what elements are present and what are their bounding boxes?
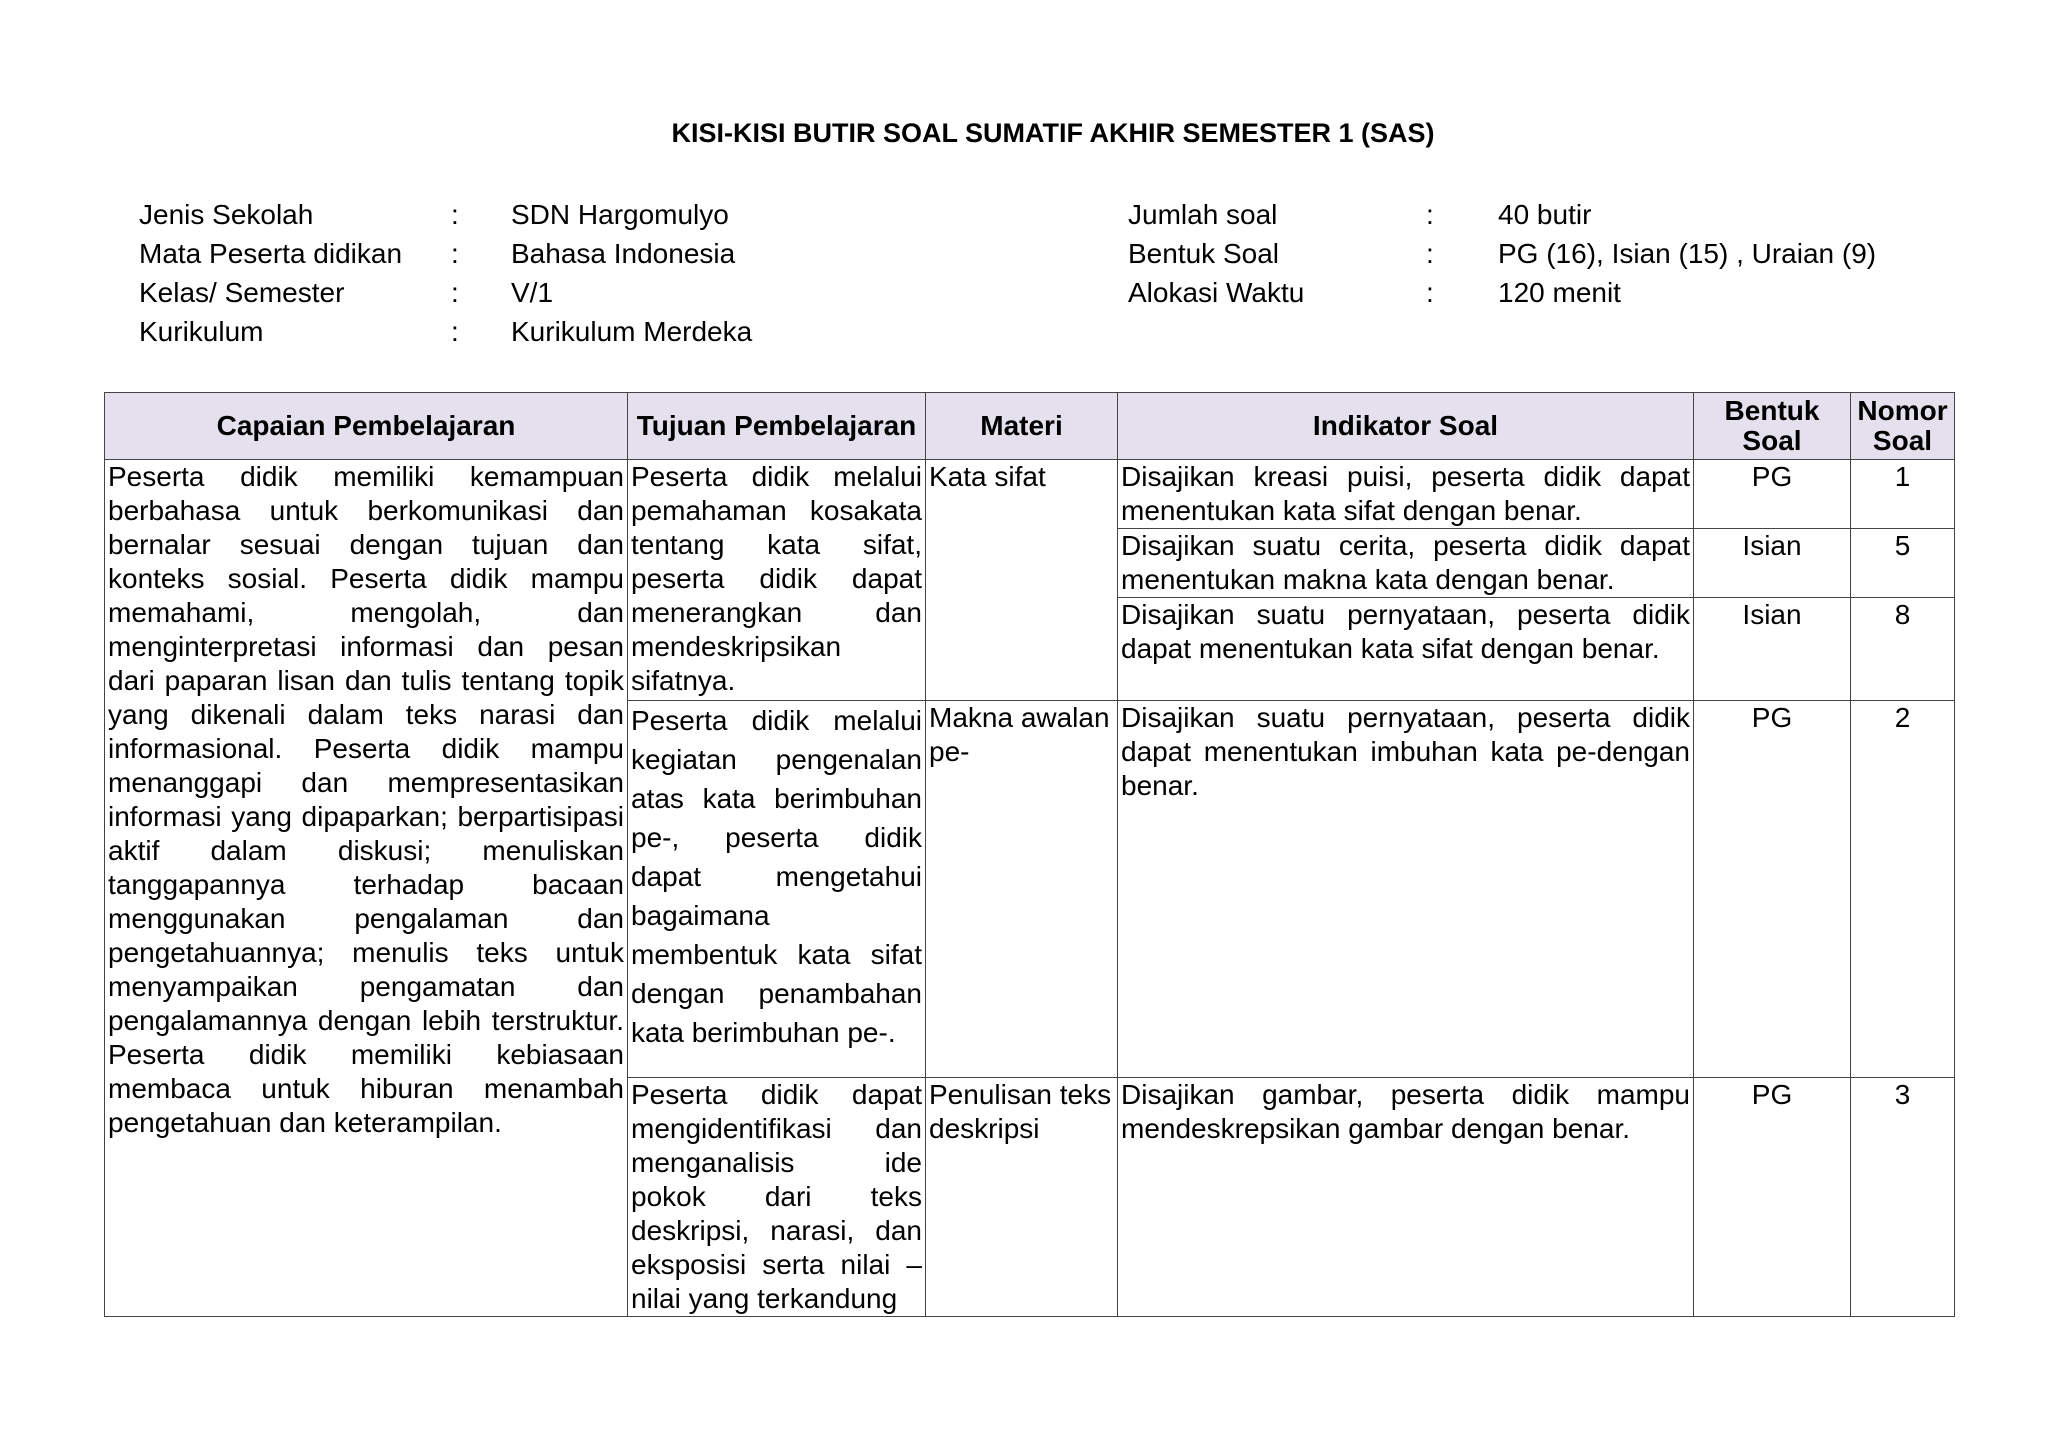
info-value: Kurikulum Merdeka xyxy=(511,316,753,347)
info-value: PG (16), Isian (15) , Uraian (9) xyxy=(1498,238,1877,269)
info-separator: : xyxy=(1426,238,1434,269)
tujuan-pembelajaran-cell: Peserta didik melalui kegiatan pengenalan atas kata berimbuhan pe-, peserta didik dapat mengetahui bagaimana membentuk kata sifat dengan penambahan kata berimbuhan pe-. xyxy=(628,701,926,1078)
header-nomor-soal: Nomor Soal xyxy=(1851,393,1955,460)
info-value: 120 menit xyxy=(1498,277,1621,308)
info-separator: : xyxy=(451,199,459,230)
kisi-kisi-table xyxy=(104,392,1955,1317)
document-title: KISI-KISI BUTIR SOAL SUMATIF AKHIR SEMESTER 1 (SAS) xyxy=(671,118,1435,148)
identity-info-right xyxy=(1128,195,1876,312)
materi-cell: Makna awalan pe- xyxy=(926,701,1118,1078)
info-separator: : xyxy=(1426,277,1434,308)
info-row-bentuk-soal xyxy=(1128,234,1876,273)
info-label: Alokasi Waktu xyxy=(1128,277,1305,308)
indikator-soal-cell: Disajikan suatu pernyataan, peserta didik dapat menentukan kata sifat dengan benar. xyxy=(1118,598,1694,701)
identity-info-left xyxy=(139,195,752,351)
table-header-row xyxy=(105,393,1955,460)
bentuk-soal-cell: PG xyxy=(1694,1078,1851,1317)
header-capaian-pembelajaran: Capaian Pembelajaran xyxy=(105,393,628,460)
info-value: 40 butir xyxy=(1498,199,1592,230)
nomor-soal-cell: 8 xyxy=(1851,598,1955,701)
header-tujuan-pembelajaran: Tujuan Pembelajaran xyxy=(628,393,926,460)
header-bentuk-soal: Bentuk Soal xyxy=(1694,393,1851,460)
bentuk-soal-cell: Isian xyxy=(1694,529,1851,598)
info-separator: : xyxy=(451,316,459,347)
info-label: Mata Peserta didikan xyxy=(139,238,403,269)
info-value: Bahasa Indonesia xyxy=(511,238,736,269)
info-label: Bentuk Soal xyxy=(1128,238,1279,269)
materi-cell: Kata sifat xyxy=(926,460,1118,701)
indikator-soal-cell: Disajikan suatu pernyataan, peserta didik dapat menentukan imbuhan kata pe-dengan benar. xyxy=(1118,701,1694,1078)
info-row-mata-pelajaran xyxy=(139,234,752,273)
info-row-kelas-semester xyxy=(139,273,752,312)
bentuk-soal-cell: PG xyxy=(1694,701,1851,1078)
nomor-soal-cell: 5 xyxy=(1851,529,1955,598)
tujuan-pembelajaran-cell: Peserta didik dapat mengidentifikasi dan menganalisis ide pokok dari teks deskripsi, narasi, dan eksposisi serta nilai – nilai yang terkandung xyxy=(628,1078,926,1317)
info-row-jenis-sekolah xyxy=(139,195,752,234)
info-row-kurikulum xyxy=(139,312,752,351)
table-row xyxy=(105,460,1955,529)
info-label: Kelas/ Semester xyxy=(139,277,345,308)
nomor-soal-cell: 3 xyxy=(1851,1078,1955,1317)
header-materi: Materi xyxy=(926,393,1118,460)
bentuk-soal-cell: PG xyxy=(1694,460,1851,529)
indikator-soal-cell: Disajikan gambar, peserta didik mampu mendeskrepsikan gambar dengan benar. xyxy=(1118,1078,1694,1317)
nomor-soal-cell: 2 xyxy=(1851,701,1955,1078)
nomor-soal-cell: 1 xyxy=(1851,460,1955,529)
info-row-jumlah-soal xyxy=(1128,195,1876,234)
header-indikator-soal: Indikator Soal xyxy=(1118,393,1694,460)
bentuk-soal-cell: Isian xyxy=(1694,598,1851,701)
info-separator: : xyxy=(451,277,459,308)
indikator-soal-cell: Disajikan suatu cerita, peserta didik dapat menentukan makna kata dengan benar. xyxy=(1118,529,1694,598)
info-label: Jenis Sekolah xyxy=(139,199,314,230)
info-label: Jumlah soal xyxy=(1128,199,1278,230)
info-separator: : xyxy=(1426,199,1434,230)
indikator-soal-cell: Disajikan kreasi puisi, peserta didik dapat menentukan kata sifat dengan benar. xyxy=(1118,460,1694,529)
info-row-alokasi-waktu xyxy=(1128,273,1876,312)
info-label: Kurikulum xyxy=(139,316,264,347)
info-value: V/1 xyxy=(511,277,554,308)
info-value: SDN Hargomulyo xyxy=(511,199,729,230)
capaian-pembelajaran-cell: Peserta didik memiliki kemampuan berbahasa untuk berkomunikasi dan bernalar sesuai dengan tujuan dan konteks sosial. Peserta didik mampu memahami, mengolah, dan menginterpretasi informasi dan pesan dari paparan lisan dan tulis tentang topik yang dikenali dalam teks narasi dan informasional. Peserta didik mampu menanggapi dan mempresentasikan informasi yang dipaparkan; berpartisipasi aktif dalam diskusi; menuliskan tanggapannya terhadap bacaan menggunakan pengalaman dan pengetahuannya; menulis teks untuk menyampaikan pengamatan dan pengalamannya dengan lebih terstruktur. Peserta didik memiliki kebiasaan membaca untuk hiburan menambah pengetahuan dan keterampilan. xyxy=(105,460,628,1317)
materi-cell: Penulisan teks deskripsi xyxy=(926,1078,1118,1317)
info-separator: : xyxy=(451,238,459,269)
tujuan-pembelajaran-cell: Peserta didik melalui pemahaman kosakata tentang kata sifat, peserta didik dapat menerangkan dan mendeskripsikan sifatnya. xyxy=(628,460,926,701)
